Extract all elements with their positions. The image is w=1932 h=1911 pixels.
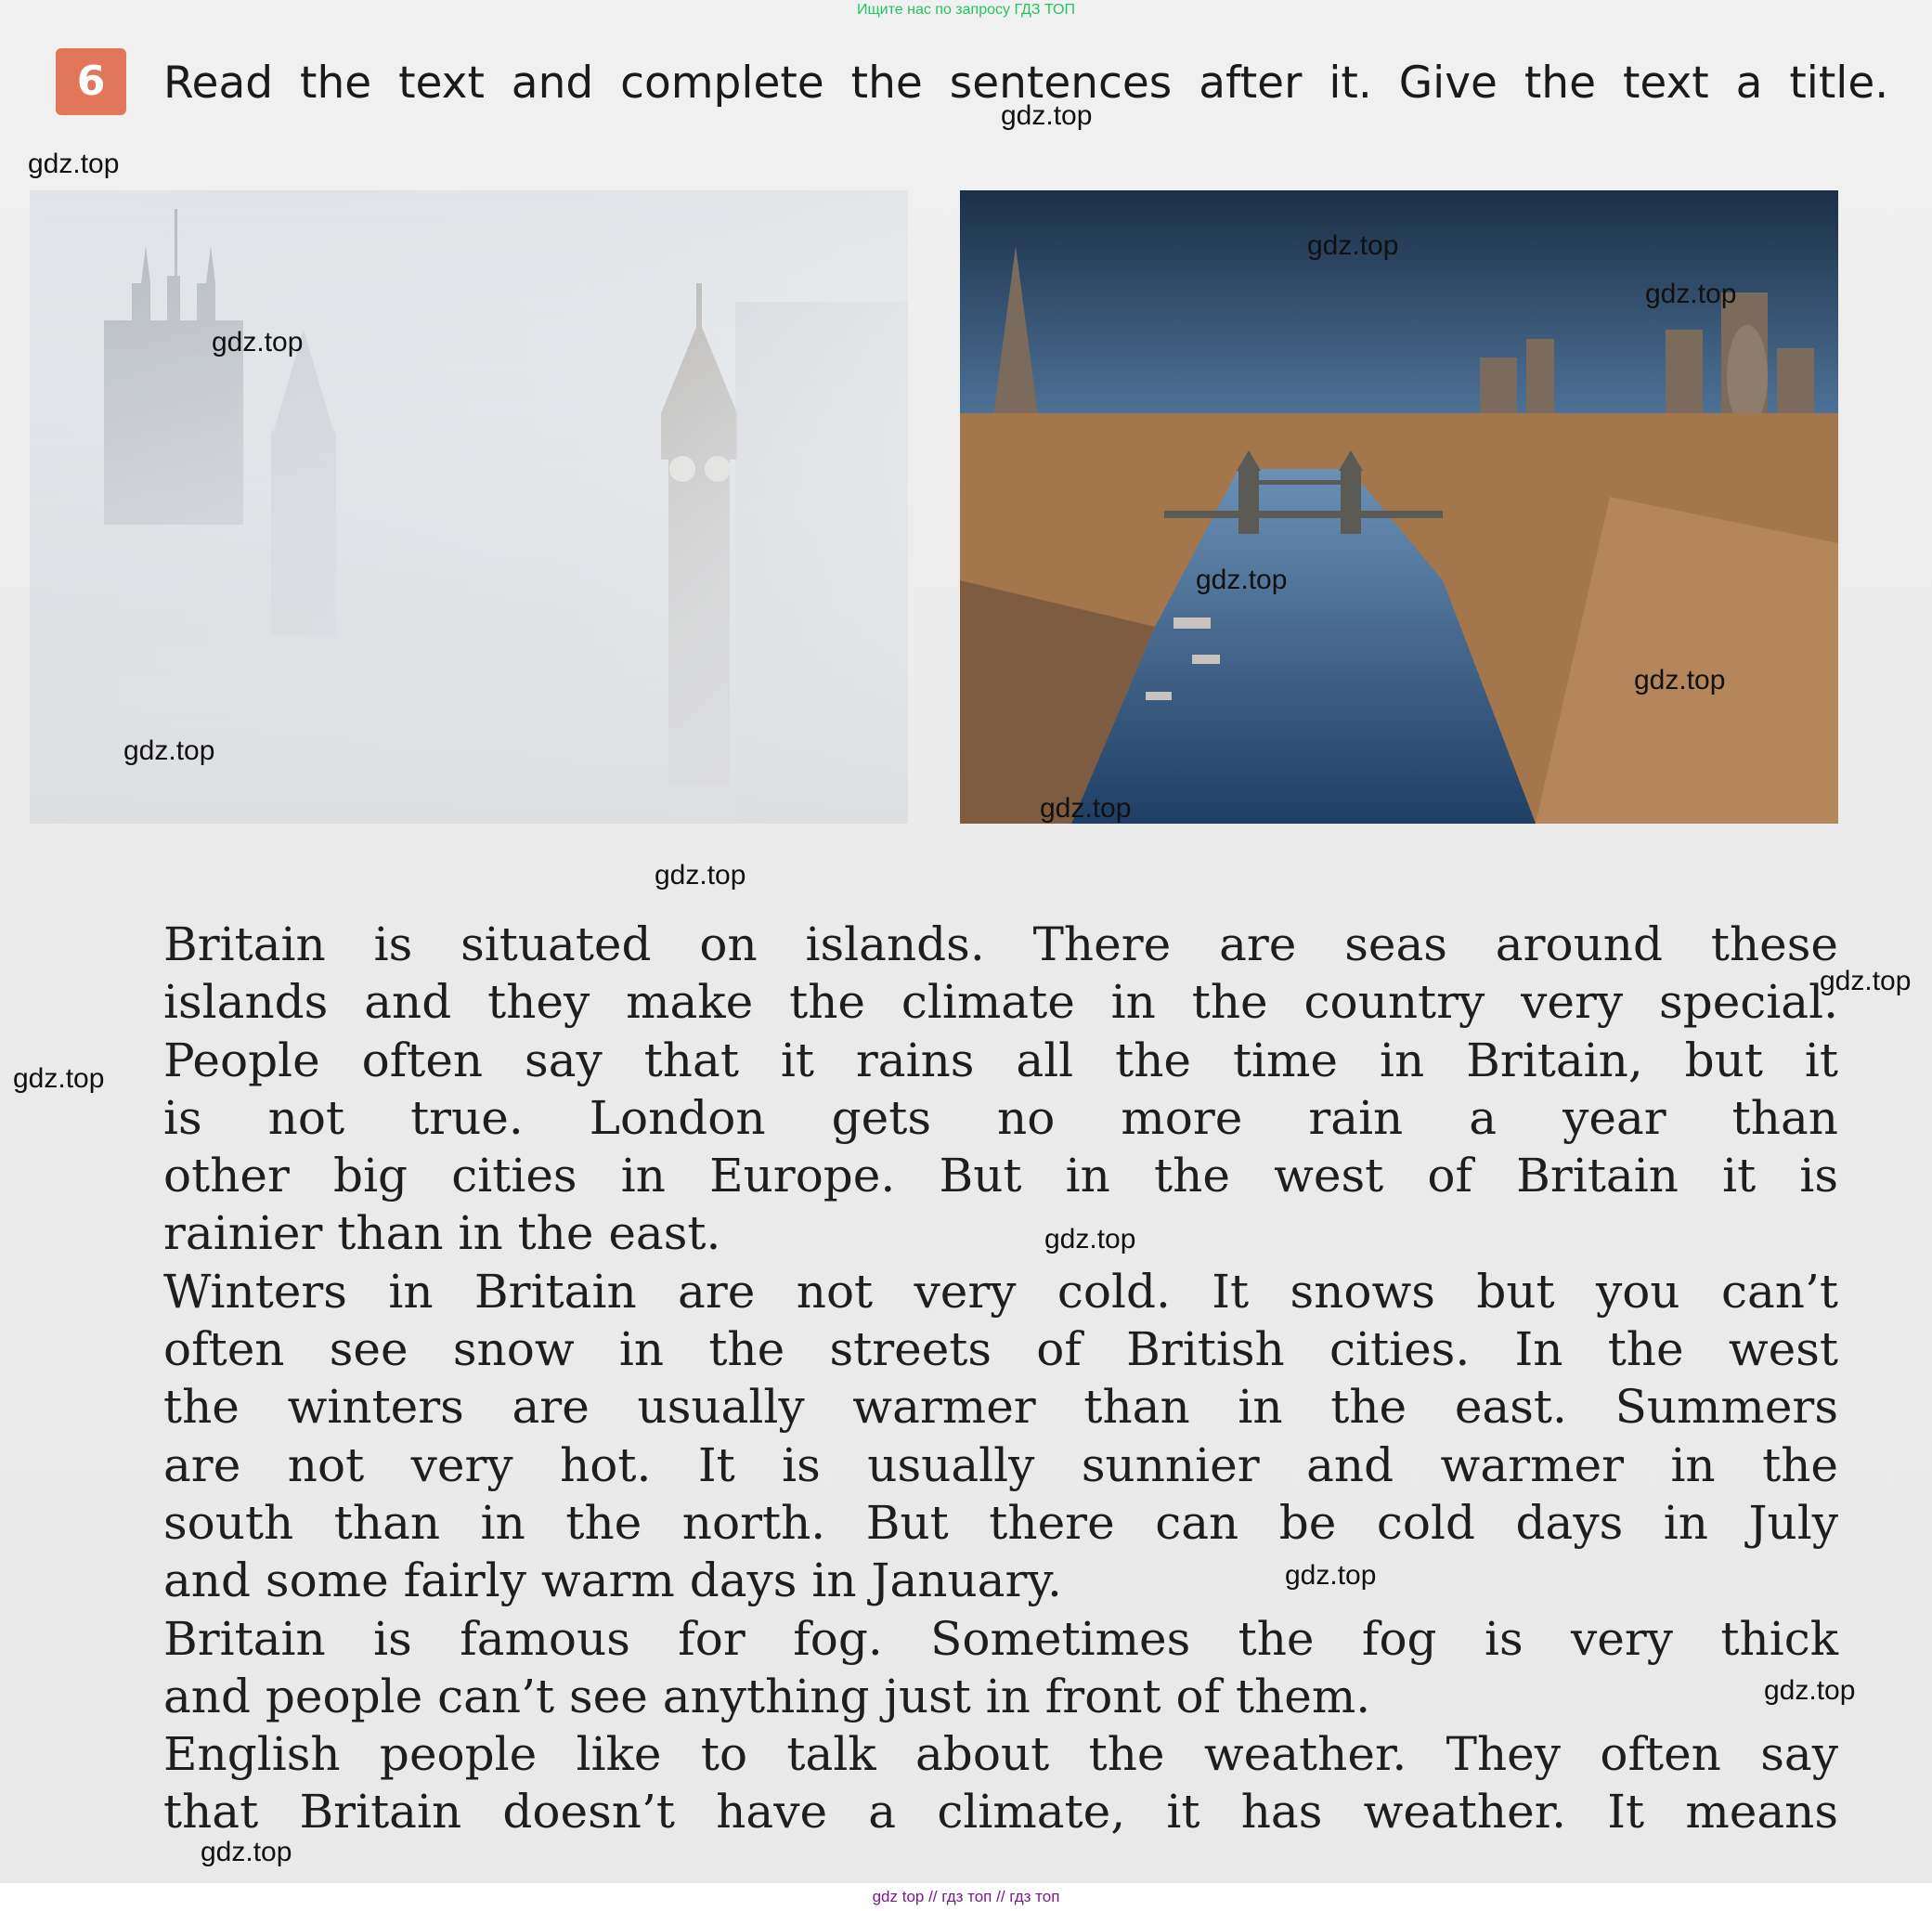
watermark: gdz.top [13, 1063, 105, 1094]
task-number-badge: 6 [56, 48, 126, 115]
top-banner[interactable]: Ищите нас по запросу ГДЗ ТОП [857, 2, 1075, 18]
watermark: gdz.top [201, 1837, 292, 1867]
text-line: is not true. London gets no more rain a year than [163, 1090, 1838, 1145]
watermark: gdz.top [212, 327, 304, 358]
watermark: gdz.top [1285, 1560, 1377, 1591]
text-line: Winters in Britain are not very cold. It snows but you can’t [163, 1264, 1838, 1319]
task-instruction: Read the text and complete the sentences after it. Give the text a title. [163, 58, 1889, 109]
text-line: islands and they make the climate in the country very special. [163, 975, 1838, 1030]
text-line: are not very hot. It is usually sunnier and warmer in the [163, 1437, 1838, 1492]
watermark: gdz.top [28, 149, 120, 179]
text-line: south than in the north. But there can be cold days in July [163, 1495, 1838, 1550]
text-line: rainier than in the east. [163, 1206, 721, 1261]
footer-links[interactable]: gdz top // гдз топ // гдз топ [0, 1883, 1932, 1911]
fog-westminster-illustration [30, 190, 908, 824]
watermark: gdz.top [1001, 100, 1093, 131]
text-line: English people like to talk about the weather. They often say [163, 1727, 1838, 1782]
watermark: gdz.top [1634, 665, 1726, 696]
text-line: People often say that it rains all the time in Britain, but it [163, 1033, 1838, 1087]
text-line: Britain is situated on islands. There are seas around these [163, 917, 1838, 971]
text-line: often see snow in the streets of British cities. In the west [163, 1322, 1838, 1377]
text-line: Britain is famous for fog. Sometimes the fog is very thick [163, 1611, 1838, 1666]
watermark: gdz.top [123, 735, 215, 766]
text-line: that Britain doesn’t have a climate, it has weather. It means [163, 1785, 1838, 1840]
text-line: the winters are usually warmer than in the east. Summers [163, 1380, 1838, 1435]
text-line: other big cities in Europe. But in the west of Britain it is [163, 1149, 1838, 1203]
watermark: gdz.top [1820, 966, 1912, 996]
watermark: gdz.top [1044, 1224, 1136, 1254]
watermark: gdz.top [1040, 793, 1132, 824]
text-line: and people can’t see anything just in front of them. [163, 1669, 1371, 1723]
watermark: gdz.top [1764, 1675, 1856, 1706]
watermark: gdz.top [1645, 279, 1737, 309]
watermark: gdz.top [1307, 230, 1399, 261]
watermark: gdz.top [655, 860, 746, 890]
watermark: gdz.top [1196, 565, 1288, 595]
text-line: and some fairly warm days in January. [163, 1554, 1062, 1608]
reading-text [163, 916, 1838, 1841]
fog-photo [30, 190, 908, 824]
